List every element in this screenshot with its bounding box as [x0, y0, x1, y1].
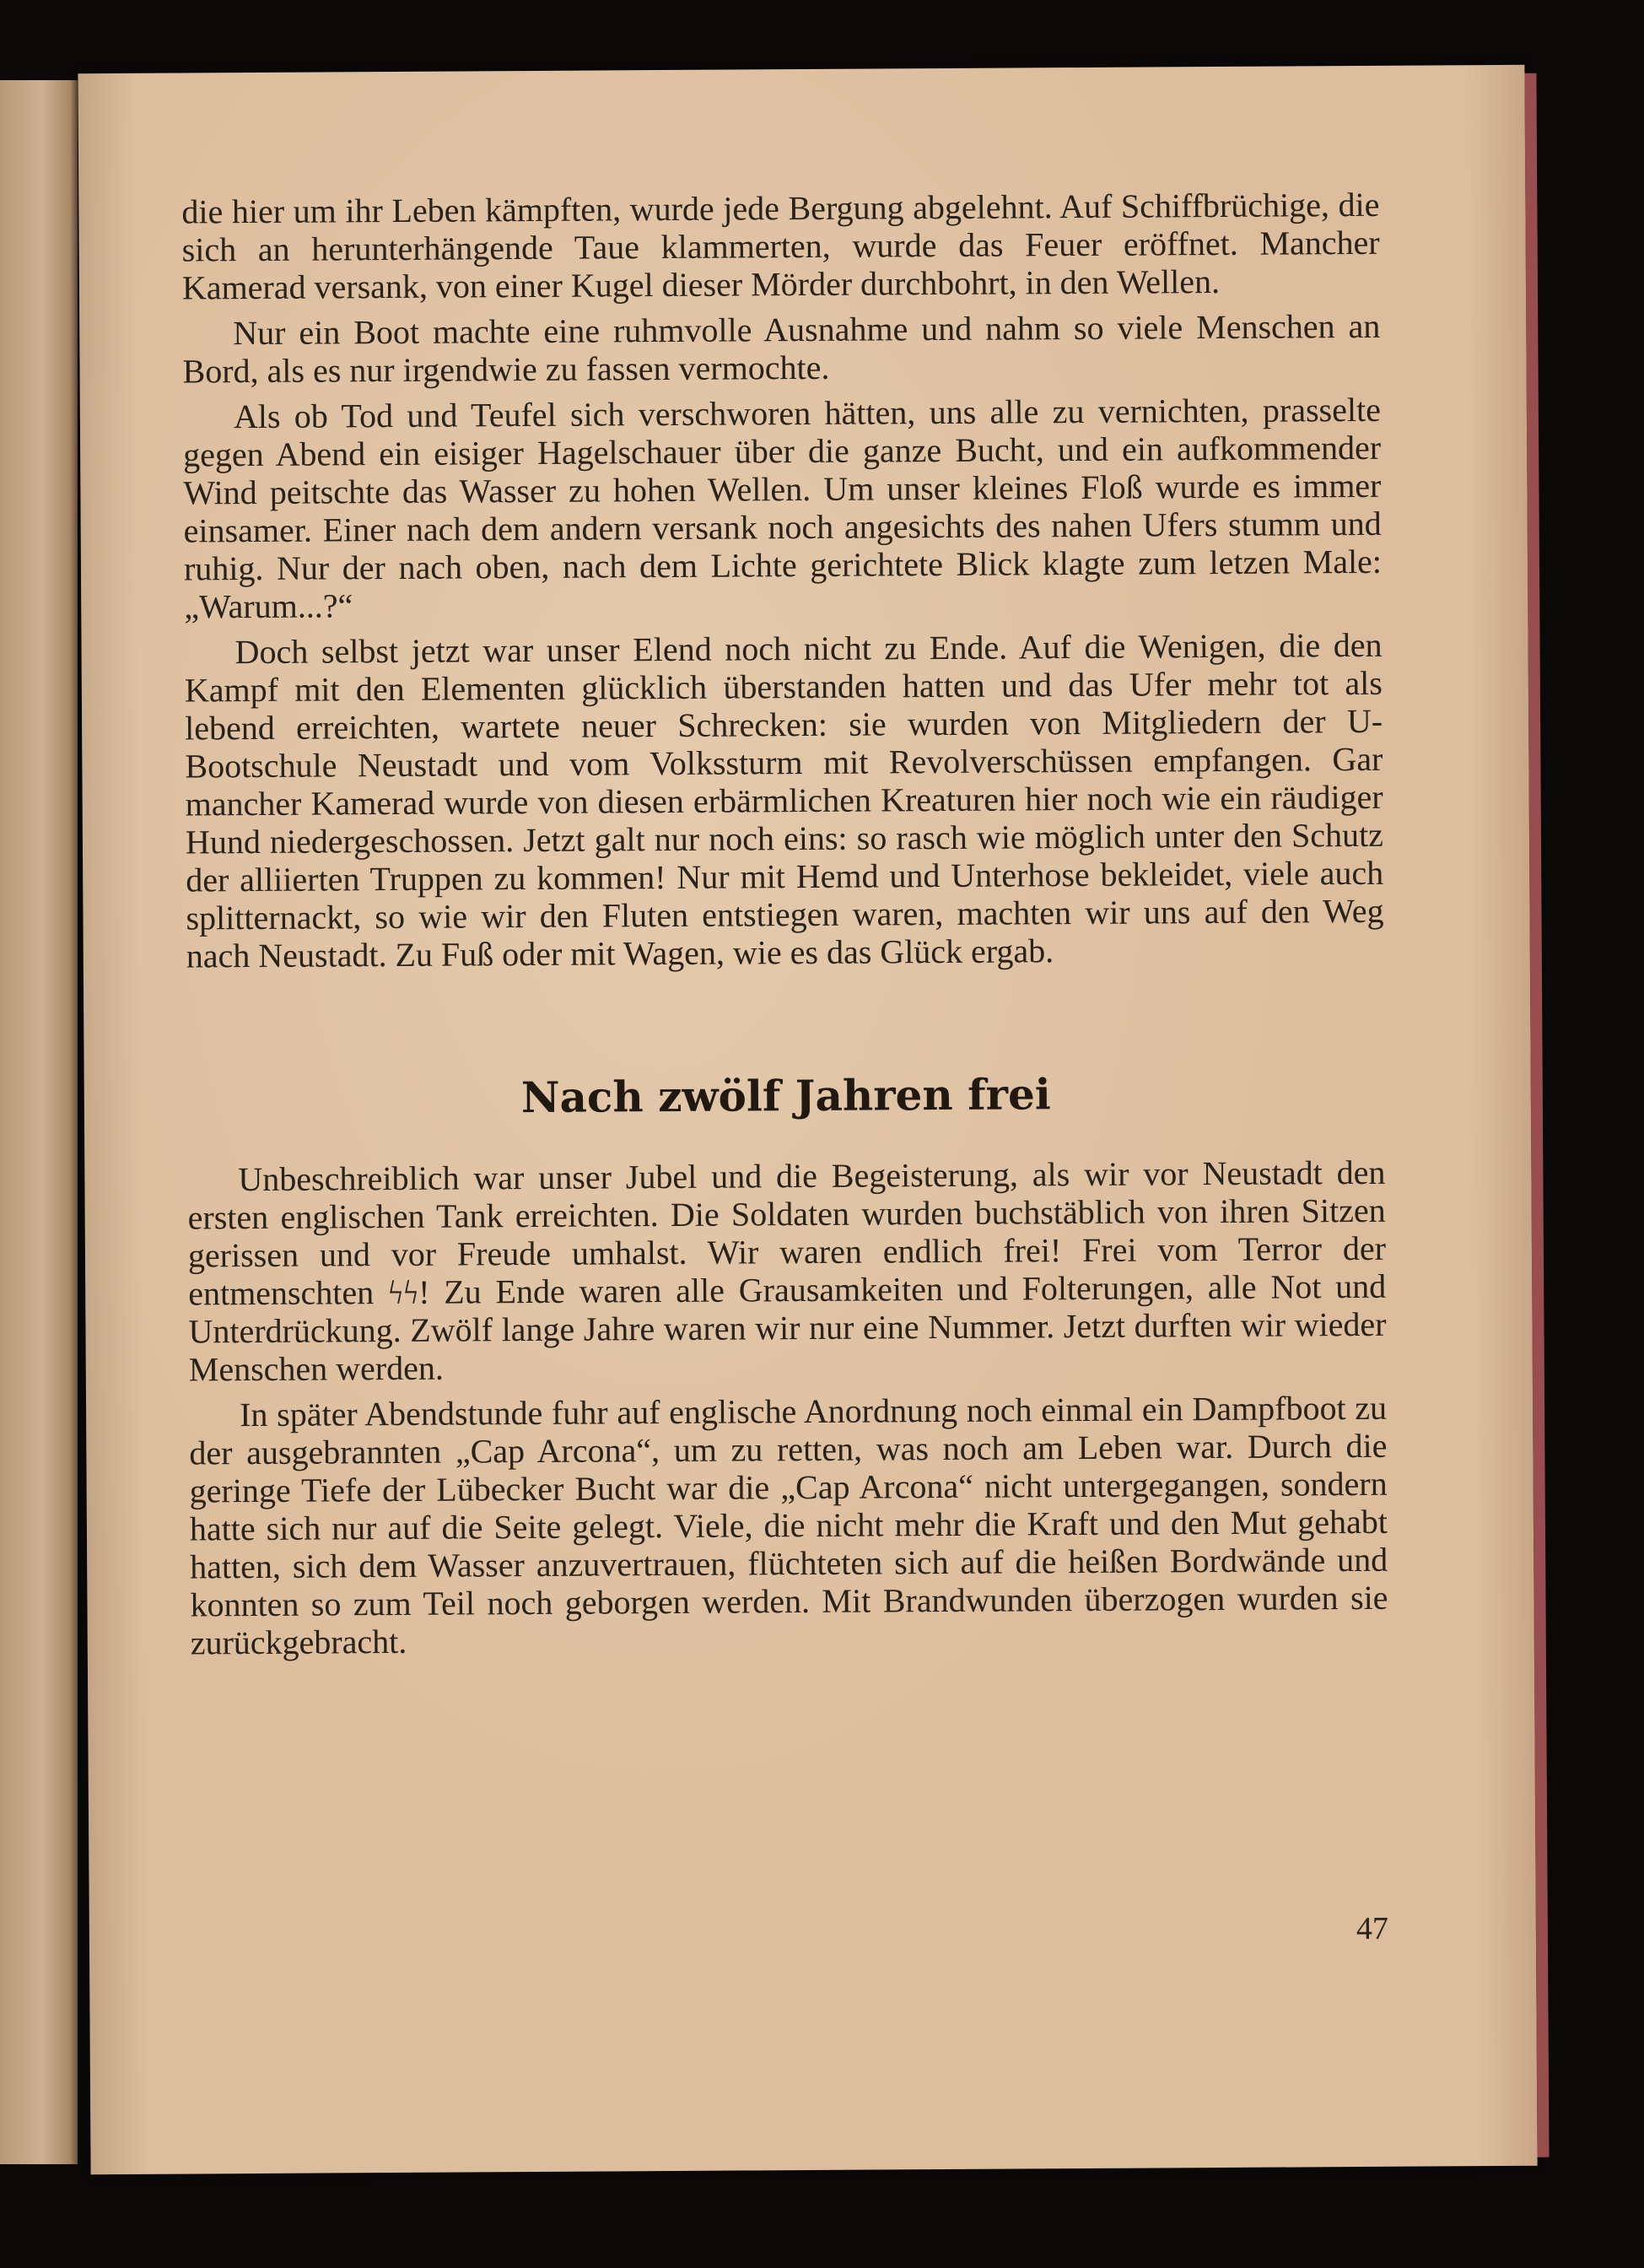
paragraph-4: Doch selbst jetzt war unser Elend noch nicht zu Ende. Auf die Wenigen, die den Kampf mit den Elementen glücklich überstanden hatten und das Ufer mehr tot als lebend erreichten, wartete neuer Schrecken: sie wurden von Mitgliedern der U-Bootschule Neustadt und vom Volkssturm mit Revolverschüssen empfangen. Gar mancher Kamerad wurde von diesen erbärmlichen Kreaturen hier noch wie ein räudiger Hund niedergeschossen. Jetzt galt nur noch eins: so rasch wie möglich unter den Schutz der alliierten Truppen zu kommen! Nur mit Hemd und Unterhose bekleidet, viele auch splitternackt, so wie wir den Fluten entstiegen waren, machten wir uns auf den Weg nach Neustadt. Zu Fuß oder mit Wagen, wie es das Glück ergab. — [184, 625, 1384, 975]
body-text — [181, 186, 1388, 1670]
facing-page-edge — [0, 80, 78, 2164]
section-heading: Nach zwölf Jahren frei — [520, 1069, 1051, 1123]
page-number: 47 — [1356, 1910, 1388, 1947]
page-red-edge — [1524, 73, 1549, 2157]
paragraph-3: Als ob Tod und Teufel sich verschworen hätten, uns alle zu vernichten, prasselte gegen Abend ein eisiger Hagelschauer über die ganze Bucht, und ein aufkommender Wind peitschte das Wasser zu hohen Wellen. Um unser kleines Floß wurde es immer einsamer. Einer nach dem andern versank noch angesichts des nahen Ufers stumm und ruhig. Nur der nach oben, nach dem Lichte gerichtete Blick klagte zum letzen Male: „Warum...?“ — [183, 390, 1383, 626]
paragraph-1: die hier um ihr Leben kämpften, wurde jede Bergung abgelehnt. Auf Schiffbrüchige, die sich an herunterhängende Taue klammerten, wurde das Feuer eröffnet. Mancher Kamerad versank, von einer Kugel dieser Mörder durchbohrt, in den Wellen. — [181, 185, 1380, 307]
book-page — [78, 65, 1537, 2174]
paragraph-2: Nur ein Boot machte eine ruhmvolle Ausnahme und nahm so viele Menschen an Bord, als es nur irgendwie zu fassen vermochte. — [182, 306, 1381, 391]
paragraph-5: Unbeschreiblich war unser Jubel und die Begeisterung, als wir vor Neustadt den ersten englischen Tank erreichten. Die Soldaten wurden buchstäblich von ihren Sitzen gerissen und vor Freude umhalst. Wir waren endlich frei! Frei vom Terror der entmenschten ϟϟ! Zu Ende waren alle Grausamkeiten und Folterungen, alle Not und Unterdrückung. Zwölf lange Jahre waren wir nur eine Nummer. Jetzt durften wir wieder Menschen werden. — [187, 1153, 1387, 1389]
paragraph-6: In später Abendstunde fuhr auf englische Anordnung noch einmal ein Dampfboot zu der ausgebrannten „Cap Arcona“, um zu retten, was noch am Leben war. Durch die geringe Tiefe der Lübecker Bucht war die „Cap Arcona“ nicht untergegangen, sondern hatte sich nur auf die Seite gelegt. Viele, die nicht mehr die Kraft und den Mut gehabt hatten, sich dem Wasser anzuvertrauen, flüchteten sich auf die heißen Bordwände und konnten so zum Teil noch geborgen werden. Mit Brandwunden überzogen wurden sie zurückgebracht. — [189, 1388, 1388, 1662]
